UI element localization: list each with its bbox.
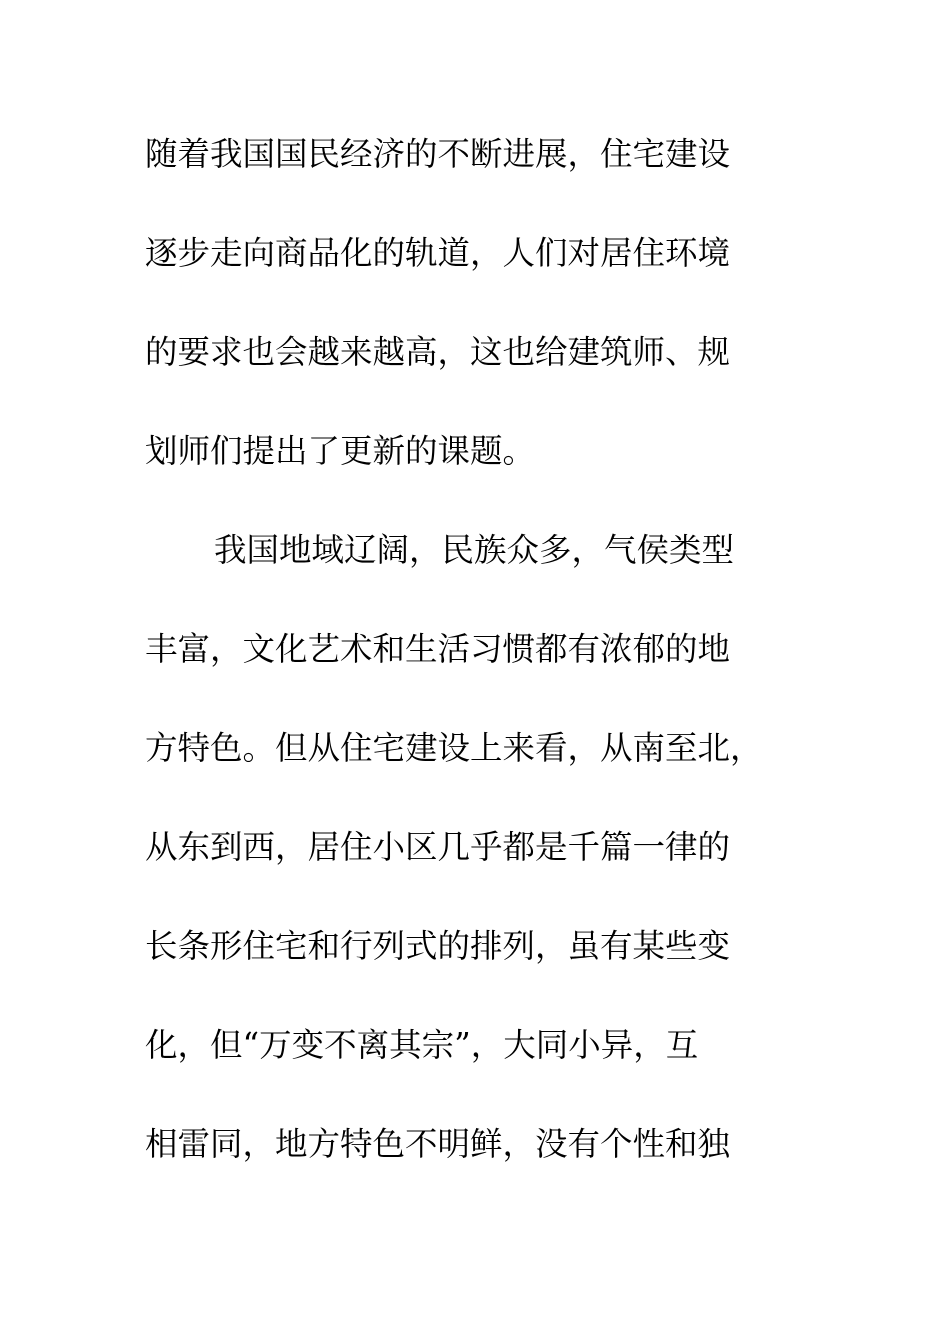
- text-line: 相雷同，地方特色不明鲜，没有个性和独: [145, 1125, 731, 1163]
- text-line: 从东到西，居住小区几乎都是千篇一律的: [145, 828, 731, 866]
- paragraph-2: [145, 522, 805, 1215]
- text-line: 我国地域辽阔，民族众多，气侯类型: [214, 531, 735, 569]
- text-line: 逐步走向商品化的轨道，人们对居住环境: [145, 234, 731, 272]
- text-line: 长条形住宅和行列式的排列，虽有某些变: [145, 927, 731, 965]
- body-text: [145, 126, 805, 1215]
- text-line: 化，但“万变不离其宗”，大同小异，互: [145, 1026, 699, 1064]
- text-line: 的要求也会越来越高，这也给建筑师、规: [145, 333, 731, 371]
- text-line: 丰富，文化艺术和生活习惯都有浓郁的地: [145, 630, 731, 668]
- paragraph-1: [145, 126, 805, 522]
- text-line: 随着我国国民经济的不断进展，住宅建设: [145, 135, 731, 173]
- text-line: 方特色。但从住宅建设上来看，从南至北，: [145, 729, 763, 767]
- text-line: 划师们提出了更新的课题。: [145, 432, 536, 470]
